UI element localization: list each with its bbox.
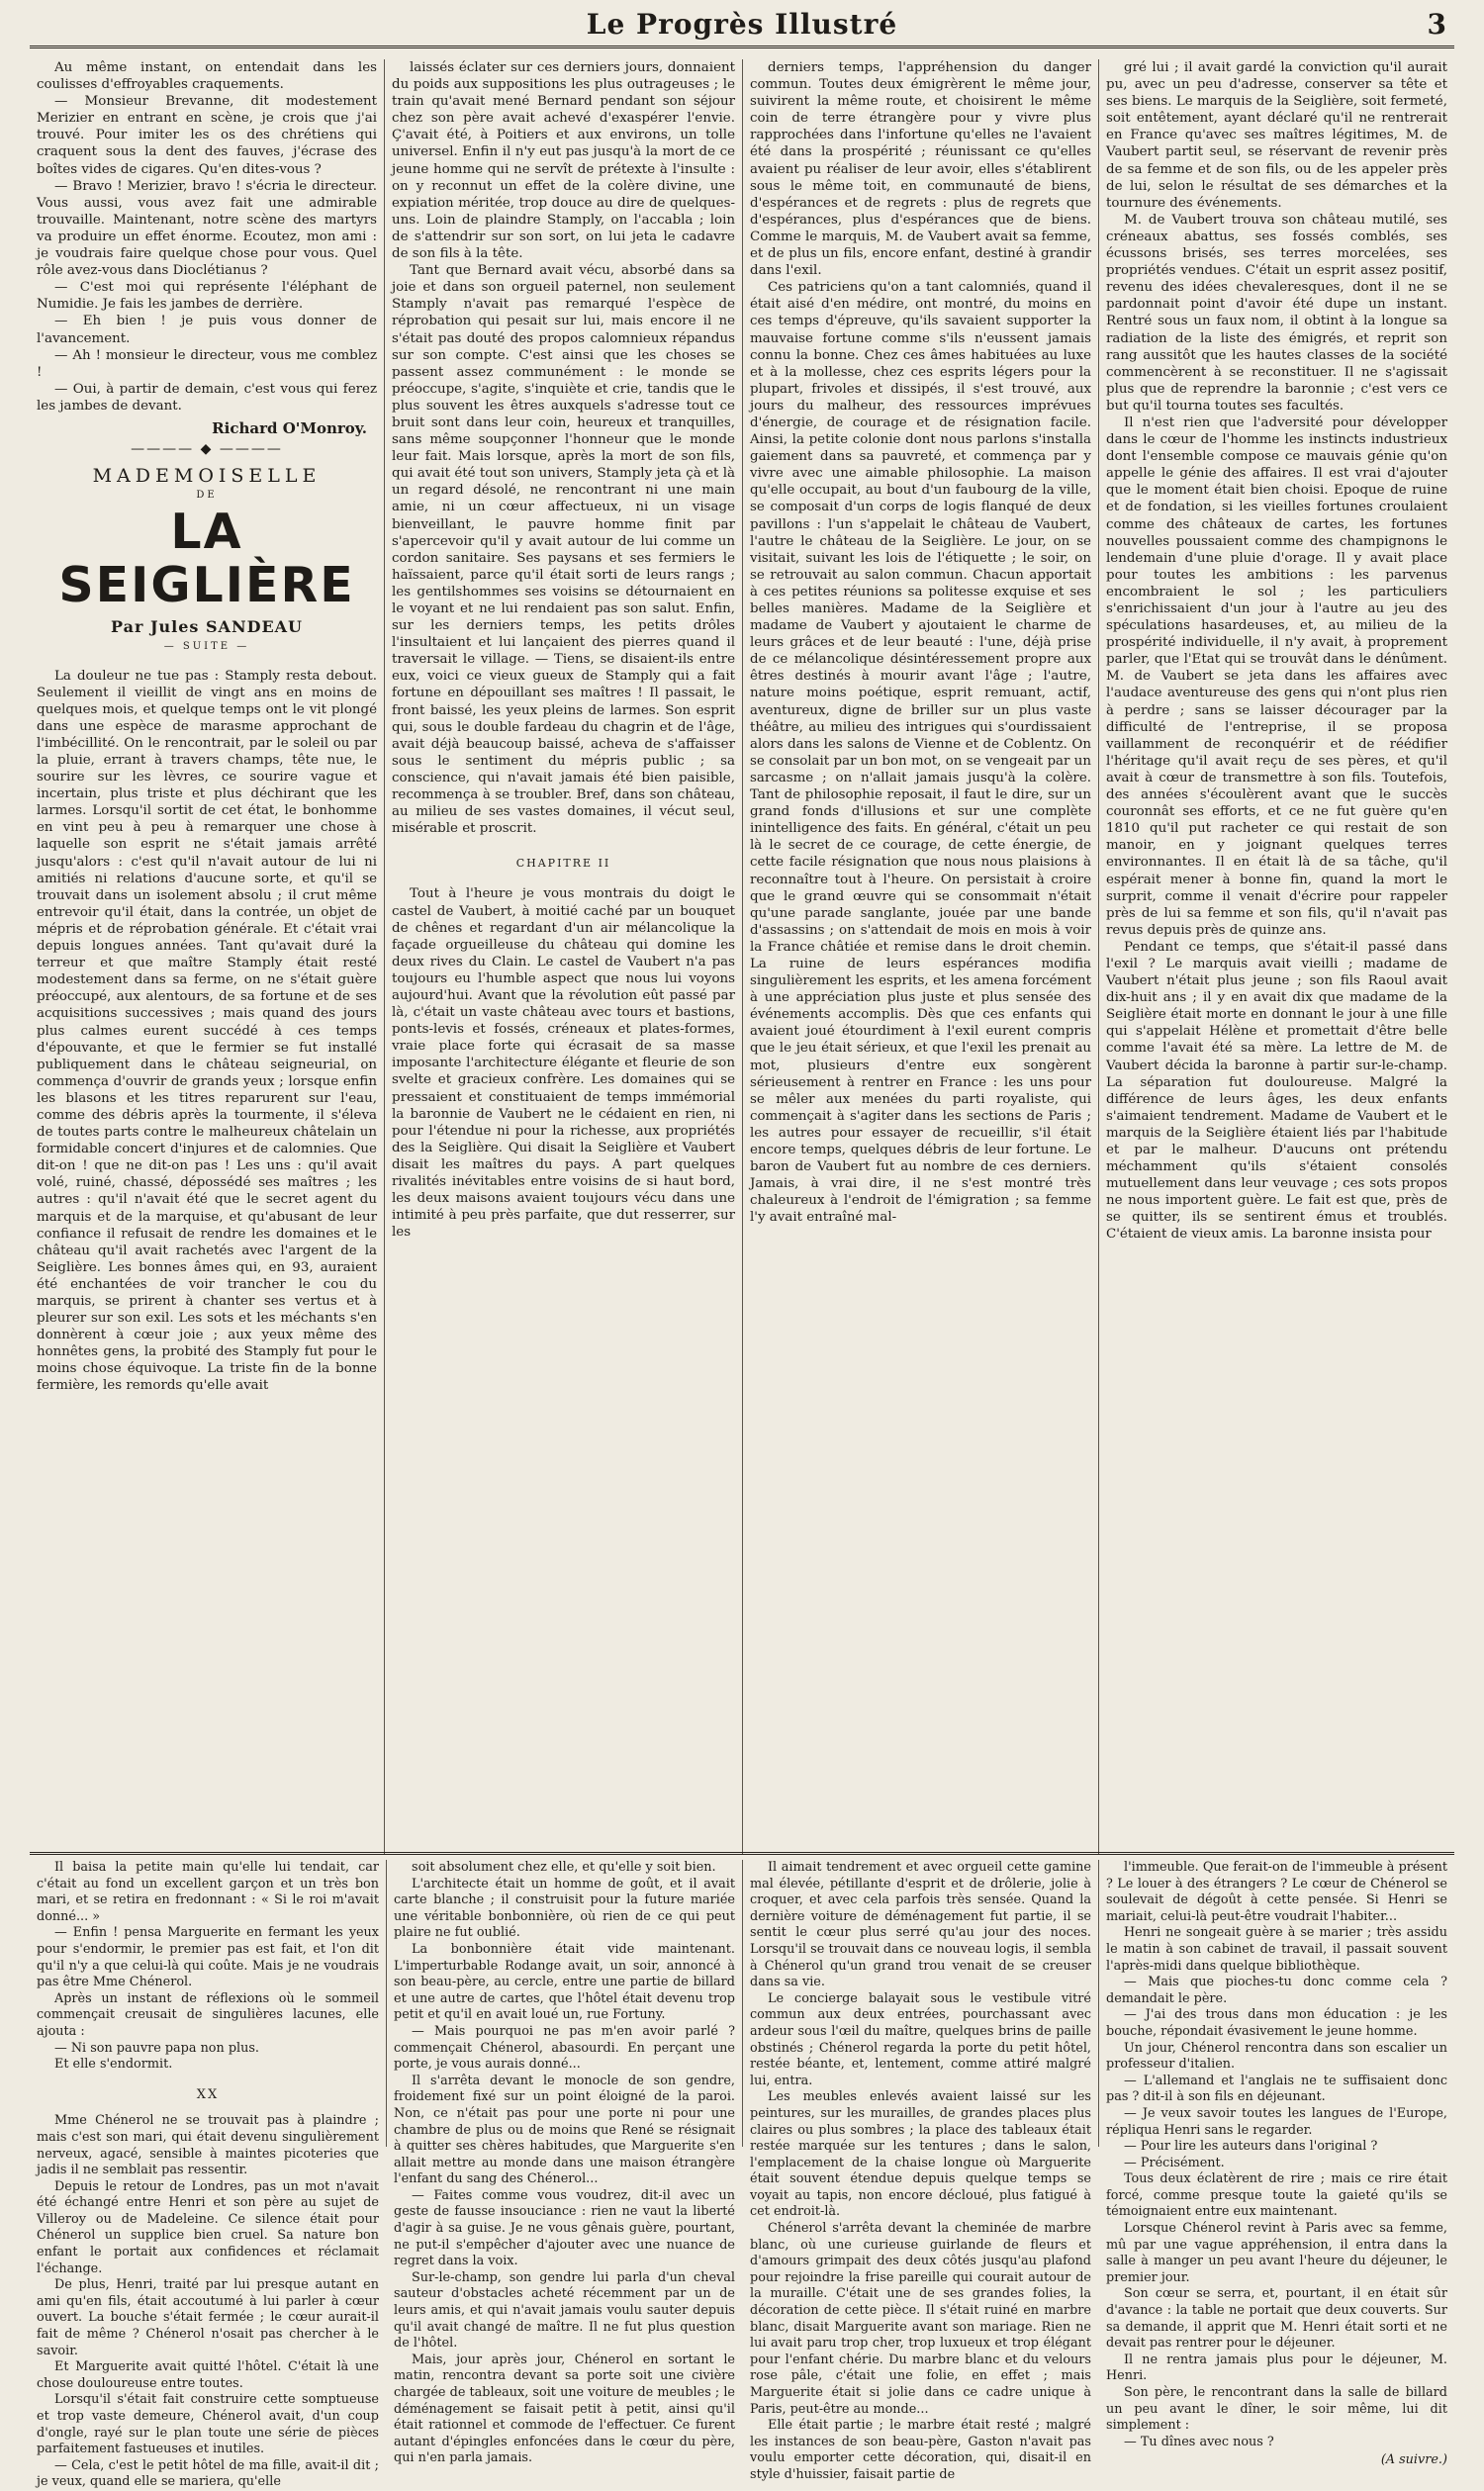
bottom-column-1 (30, 1860, 386, 2490)
signature: Richard O'Monroy. (212, 418, 367, 437)
paragraph: — Enfin ! pensa Marguerite en fermant les yeux pour s'endormir, le premier pas est fait, et l'on dit qu'il n'y a que celui-là qui coûte. Mais je ne voudrais pas être Mme Chénerol. (37, 1925, 379, 1990)
paragraph: Ces patriciens qu'on a tant calomniés, quand il était aisé d'en médire, ont montré, du moins en ces temps d'épreuve, qu'ils savaient supporter la mauvaise fortune comme s'ils n'eussent jamais connu la bonne. Chez ces âmes habituées au luxe et à la mollesse, chez ces esprits légers pour la plupart, frivoles et dissipés, il s'est trouvé, aux jours du malheur, des ressources imprévues d'énergie, de courage et de résignation facile. Ainsi, la petite colonie dont nous parlons s'installa gaiement dans sa pauvreté, et commença par y vivre avec une aimable philosophie. La maison qu'elle occupait, au bout d'un faubourg de la ville, se composait d'un corps de logis flanqué de deux pavillons : l'un s'appelait le château de Vaubert, l'autre le château de la Seiglière. Le jour, on se visitait, suivant les lois de l'étiquette ; le soir, on se retrouvait au salon commun. Chacun apportait à ces petites réunions sa politesse exquise et ses belles manières. Madame de la Seiglière et madame de Vaubert y ajoutaient le charme de leurs grâces et de leur beauté : l'une, déjà prise de ce mélancolique désintéressement propre aux êtres destinés à mourir avant l'âge ; l'autre, nature moins poétique, esprit remuant, actif, aventureux, digne de briller sur un plus vaste théâtre, au milieu des intrigues qui s'ourdissaient alors dans les salons de Vienne et de Coblentz. On se consolait par un bon mot, on se vengeait par un sarcasme ; on n'allait jamais jusqu'à la colère. Tant de philosophie reposait, il faut le dire, sur un grand fonds d'illusions et sur une complète inintelligence des faits. En général, c'était un peu là le secret de ce courage, de cette énergie, de cette facile résignation que nous nous plaisions à reconnaître tout à l'heure. On persistait à croire que le grand œuvre qui se consommait n'était qu'une parade sanglante, jouée par une bande d'assassins ; on s'attendait de mois en mois à voir la France châtiée et remise dans le droit chemin. La ruine de leurs espérances modifia singulièrement les esprits, et les amena forcément à une appréciation plus juste et plus sensée des événements accomplis. Dès que ces enfants qui avaient joué étourdiment à l'exil eurent compris que le jeu était sérieux, et que l'exil les prenait au mot, plusieurs d'entre eux songèrent sérieusement à rentrer en France : les uns pour se mêler aux menées du parti royaliste, qui commençait à s'agiter dans les sections de Paris ; les autres pour essayer de recueillir, s'il était encore temps, quelques débris de leur fortune. Le baron de Vaubert fut au nombre de ces derniers. Jamais, à vrai dire, il ne s'est montré très chaleureux à l'endroit de l'émigration ; sa femme l'y avait entraîné mal- (750, 280, 1091, 1226)
paragraph: — Ah ! monsieur le directeur, vous me comblez ! (37, 347, 377, 380)
feuilleton-author: Par Jules SANDEAU (110, 617, 304, 637)
story-ending (37, 59, 377, 415)
paragraph: — Je veux savoir toutes les langues de l'Europe, répliqua Henri sans le regarder. (1106, 2105, 1447, 2138)
paragraph: — Pour lire les auteurs dans l'original ? (1124, 2139, 1378, 2155)
paragraph: — Cela, c'est le petit hôtel de ma fille, avait-il dit ; je veux, quand elle se mariera, qu'elle (37, 2457, 379, 2490)
paragraph: — Bravo ! Merizier, bravo ! s'écria le directeur. Vous aussi, vous avez fait une admirable trouvaille. Maintenant, notre scène des martyrs va produire un effet énorme. Ecoutez, mon ami : je voudrais faire quelque chose pour vous. Quel rôle avez-vous dans Dioclétianus ? (37, 178, 377, 279)
paragraph: — Eh bien ! je puis vous donner de l'avancement. (37, 314, 377, 346)
paragraph: Henri ne songeait guère à se marier ; très assidu le matin à son cabinet de travail, il passait souvent l'après-midi dans quelque bibliothèque. (1106, 1925, 1447, 1974)
paragraph: Le concierge balayait sous le vestibule vitré commun aux deux entrées, pourchassant avec ardeur sous l'œil du maître, quelques brins de paille obstinés ; Chénerol regarda la porte du petit hôtel, restée béante, et, lentement, comme attiré malgré lui, entra. (750, 1990, 1091, 2088)
paragraph: Il baisa la petite main qu'elle lui tendait, car c'était au fond un excellent garçon et un très bon mari, et se retira en fredonnant : « Si le roi m'avait donné... » (37, 1860, 379, 1924)
paragraph: Il n'est rien que l'adversité pour développer dans le cœur de l'homme les instincts industrieux dont l'ensemble compose ce mauvais génie qu'on appelle le génie des affaires. Il est vrai d'ajouter que le moment était bien choisi. Epoque de ruine et de fondation, si les vieilles fortunes croulaient comme des châteaux de cartes, les fortunes nouvelles poussaient comme des champignons le lendemain d'une pluie d'orage. Il y avait place pour toutes les ambitions : les parvenus encombraient le sol ; les particuliers s'enrichissaient d'un jour à l'autre au jeu des spéculations hasardeuses, et, au milieu de la prospérité individuelle, il n'y avait, à proprement parler, que l'Etat qui se trouvât dans le dénûment. M. de Vaubert se jeta dans les affaires avec l'audace aventureuse des gens qui n'ont plus rien à perdre ; sans se laisser décourager par la difficulté de l'entreprise, il se proposa vaillamment de reconquérir et de réédifier l'héritage qu'il avait reçu de ses pères, et qu'il avait à cœur de transmettre à son fils. Toutefois, des années s'écoulèrent avant que le succès couronnât ses efforts, et ce ne fut guère qu'en 1810 qu'il put racheter ce qui restait de son manoir, en y joignant quelques terres environnantes. Il en était là de sa tâche, qu'il espérait mener à bonne fin, quand la mort le surprit, comme il venait d'écrire pour rappeler près de lui sa femme et son fils, qu'il n'avait pas revus depuis près de quinze ans. (1106, 415, 1447, 938)
paragraph: — Faites comme vous voudrez, dit-il avec un geste de fausse insouciance : rien ne vaut la liberté d'agir à sa guise. Je ne vous gênais guère, pourtant, ne put-il s'empêcher d'ajouter avec une nuance de regret dans la voix. (394, 2187, 735, 2269)
bottom-column-3 (742, 1860, 1098, 2482)
paragraph: Tout à l'heure je vous montrais du doigt le castel de Vaubert, à moitié caché par un bouquet de chênes et regardant d'un air mélancolique la façade orgueilleuse du château qui domine les deux rives du Clain. Le castel de Vaubert n'a pas toujours eu l'humble aspect que nous lui voyons aujourd'hui. Avant que la révolution eût passé par là, c'était un vaste château avec tours et bastions, ponts-levis et fossés, créneaux et plates-formes, vraie place forte qui écrasait de sa masse imposante l'architecture élégante et fleurie de son svelte et gracieux confrère. Les domaines qui se pressaient et constituaient de temps immémorial la baronnie de Vaubert ne le cédaient en rien, ni pour l'étendue ni pour la richesse, aux propriétés des la Seiglière. Qui disait la Seiglière et Vaubert disait les maîtres du pays. A part quelques rivalités inévitables entre voisins de si haut bord, les deux maisons avaient toujours vécu dans une intimité à peu près parfaite, que dut resserrer, sur les (392, 886, 735, 1241)
section-divider (30, 1852, 1454, 1855)
paragraph: Et Marguerite avait quitté l'hôtel. C'était là une chose douloureuse entre toutes. (37, 2359, 379, 2391)
feuilleton-title: LA SEIGLIÈRE (58, 504, 355, 614)
feuilleton-de: DE (196, 490, 218, 502)
bottom-column-2 (386, 1860, 742, 2466)
paragraph: Et elle s'endormit. (54, 2057, 173, 2073)
paragraph: De plus, Henri, traité par lui presque autant en ami qu'en fils, était accoutumé à lui parler à cœur ouvert. La bouche s'était fermée ; le cœur aurait-il fait de même ? Chénerol n'osait pas chercher à le savoir. (37, 2277, 379, 2358)
column-3 (742, 59, 1098, 1855)
bottom-feuilleton (30, 1860, 1454, 2490)
paragraph: Lorsque Chénerol revint à Paris avec sa femme, mû par une vague appréhension, il entra dans la salle à manger un peu avant l'heure du déjeuner, le premier jour. (1106, 2221, 1447, 2285)
paragraph: Mais, jour après jour, Chénerol en sortant le matin, rencontra devant sa porte soit une civière chargée de tableaux, soit une voiture de meubles ; le déménagement se faisait petit à petit, ainsi qu'il était rationnel et commode de l'effectuer. Ce furent autant d'épingles enfoncées dans le cœur du père, qui n'en parla jamais. (394, 2352, 735, 2466)
paragraph: — Tu dînes avec nous ? (1124, 2434, 1274, 2449)
paragraph: Il ne rentra jamais plus pour le déjeuner, M. Henri. (1106, 2352, 1447, 2384)
column-2 (384, 59, 742, 1855)
paragraph: — Monsieur Brevanne, dit modestement Merizier en entrant en scène, je crois que j'ai trouvé. Pour imiter les os des chrétiens qui craquent sous la dent des fauves, j'écrase des boîtes vides de cigares. Qu'en dites-vous ? (37, 94, 377, 177)
paragraph: Son père, le rencontrant dans la salle de billard un peu avant le dîner, le soir même, lui dit simplement : (1106, 2385, 1447, 2434)
paragraph: — Mais que pioches-tu donc comme cela ? demandait le père. (1106, 1975, 1447, 2006)
paragraph: L'architecte était un homme de goût, et il avait carte blanche ; il construisit pour la future mariée une véritable bonbonnière, où rien de ce qui peut plaire ne fut oublié. (394, 1876, 735, 1941)
feuilleton-pretitle: MADEMOISELLE (92, 465, 322, 488)
paragraph: Elle était partie ; le marbre était resté ; malgré les instances de son beau-père, Gaston n'avait pas voulu emporter cette décoration, qui, disait-il en style d'huissier, faisait partie de (750, 2418, 1091, 2482)
paragraph: Sur-le-champ, son gendre lui parla d'un cheval sauteur d'obstacles acheté récemment par un de leurs amis, et qui n'avait jamais voulu sauter depuis qu'il avait changé de maître. Il ne fut plus question de l'hôtel. (394, 2269, 735, 2352)
chapter-heading: CHAPITRE II (515, 857, 611, 871)
paragraph: Un jour, Chénerol rencontra dans son escalier un professeur d'italien. (1106, 2040, 1447, 2073)
paragraph: La douleur ne tue pas : Stamply resta debout. Seulement il vieillit de vingt ans en moins de quelques mois, et quelque temps ont le vit plongé dans une espèce de marasme approchant de l'imbécillité. On le rencontrait, par le soleil ou par la pluie, errant à travers champs, tête nue, le sourire sur les lèvres, ce sourire vague et incertain, plus triste et plus déchirant que les larmes. Lorsqu'il sortit de cet état, le bonhomme en vint peu à peu à remarquer une chose à laquelle son esprit ne s'était jamais arrêté jusqu'alors : c'est qu'il n'avait autour de lui ni amitiés ni relations d'aucune sorte, et qu'il se trouvait dans un isolement absolu ; il crut même entrevoir qu'il était, dans la contrée, un objet de mépris et de réprobation générale. Et c'était vrai depuis longues années. Tant qu'avait duré la terreur et que maître Stamply était resté modestement dans sa ferme, on ne s'était guère préoccupé, aux alentours, de sa fortune et de ses acquisitions successives ; mais quand des jours plus calmes eurent succédé à ces temps d'épouvante, et que le fermier se fut installé publiquement dans le château seigneurial, on commença d'ouvrir de grands yeux ; lorsque enfin les blasons et les titres reparurent sur l'eau, comme des débris après la tourmente, il s'éleva de toutes parts contre le malheureux châtelain un formidable concert d'injures et de calomnies. Que dit-on ! que ne dit-on pas ! Les uns : qu'il avait volé, ruiné, chassé, dépossédé ses maîtres ; les autres : qu'il n'avait été que le secret agent du marquis et de la marquise, et qu'abusant de leur confiance il refusait de rendre les domaines et le château qu'il avait rachetés avec l'argent de la Seiglière. Les bonnes âmes qui, en 93, auraient été enchantées de voir trancher le cou du marquis, se prirent à chanter ses vertus et à pleurer sur son exil. Les sots et les méchants s'en donnèrent à cœur joie ; aux yeux même des honnêtes gens, la probité des Stamply fut pour le moins chose équivoque. La triste fin de la bonne fermière, les remords qu'elle avait (37, 668, 377, 1394)
paragraph: — L'allemand et l'anglais ne te suffisaient donc pas ? dit-il à son fils en déjeunant. (1106, 2073, 1447, 2105)
paragraph: — C'est moi qui représente l'éléphant de Numidie. Je fais les jambes de derrière. (37, 280, 377, 313)
paragraph: Au même instant, on entendait dans les coulisses d'effroyables craquements. (37, 60, 377, 93)
paragraph: M. de Vaubert trouva son château mutilé, ses créneaux abattus, ses fossés comblés, ses écussons brisés, ses terres morcelées, ses propriétés vendues. C'était un esprit assez positif, revenu des idées chevaleresques, dont il ne se pardonnait point d'avoir été dupe un instant. Rentré sous un faux nom, il obtint à la longue sa radiation de la liste des émigrés, et reprit son rang aussitôt que les hautes classes de la société commencèrent à se reconstituer. Il ne s'agissait plus que de reprendre la baronnie ; c'est vers ce but qu'il tourna toutes ses facultés. (1106, 212, 1447, 414)
column-4 (1098, 59, 1454, 1855)
paragraph: — Précisément. (1124, 2155, 1225, 2170)
paragraph: Lorsqu'il s'était fait construire cette somptueuse et trop vaste demeure, Chénerol avait, d'un coup d'ongle, rayé sur le plan toute une série de pièces parfaitement fastueuses et inutiles. (37, 2392, 379, 2457)
feuilleton-header (37, 465, 377, 655)
paragraph: gré lui ; il avait gardé la conviction qu'il aurait pu, avec un peu d'adresse, conserver sa tête et ses biens. Le marquis de la Seiglière, soit fermeté, soit entêtement, ayant déclaré qu'il ne rentrerait en France qu'avec ses maîtres légitimes, M. de Vaubert partit seul, se réservant de revenir près de sa femme et de son fils, ou de les appeler près de lui, selon le résultat de ses démarches et la tournure des événements. (1106, 60, 1447, 211)
paragraph: — Mais pourquoi ne pas m'en avoir parlé ? commençait Chénerol, abasourdi. En perçant une porte, je vous aurais donné... (394, 2023, 735, 2073)
bottom-column-4 (1098, 1860, 1454, 2468)
paragraph: La bonbonnière était vide maintenant. L'imperturbable Rodange avait, un soir, annoncé à son beau-père, au cercle, entre une partie de billard et une autre de cartes, que l'hôtel était devenu trop petit et qu'il en avait loué un, rue Fortuny. (394, 1941, 735, 2023)
paragraph: Après un instant de réflexions où le sommeil commençait creusait de singulières lacunes, elle ajouta : (37, 1990, 379, 2039)
paragraph: Depuis le retour de Londres, pas un mot n'avait été échangé entre Henri et son père au sujet de Villeroy ou de Madeleine. Ce silence était pour Chénerol un supplice bien cruel. Sa nature bon enfant le portait aux confidences et réclamait l'échange. (37, 2178, 379, 2276)
paragraph: — Ni son pauvre papa non plus. (54, 2040, 259, 2056)
ornament-divider: ———— ◆ ———— (131, 441, 283, 458)
column-1 (30, 59, 384, 1855)
paragraph: Tous deux éclatèrent de rire ; mais ce rire était forcé, comme presque toute la gaieté qu'ils se témoignaient entre eux maintenant. (1106, 2171, 1447, 2220)
paragraph: Son cœur se serra, et, pourtant, il en était sûr d'avance : la table ne portait que deux couverts. Sur sa demande, il apprit que M. Henri était sorti et ne devait pas rentrer pour le déjeuner. (1106, 2286, 1447, 2352)
page-number: 3 (1427, 8, 1446, 41)
masthead (30, 6, 1454, 48)
paragraph: Il aimait tendrement et avec orgueil cette gamine mal élevée, pétillante d'esprit et de drôlerie, jolie à croquer, et avec cela parfois très sensée. Quand la dernière voiture de déménagement fut partie, il se sentit le cœur plus serré qu'au jour des noces. Lorsqu'il se trouvait dans ce nouveau logis, il sembla à Chénerol qu'un grand trou venait de se creuser dans sa vie. (750, 1860, 1091, 1990)
paragraph: Les meubles enlevés avaient laissé sur les peintures, sur les murailles, de grandes places plus claires ou plus sombres ; la place des tableaux était restée marquée sur les tentures ; dans le salon, l'emplacement de la chaise longue où Marguerite était souvent étendue depuis quelque temps se voyait au tapis, non encore décloué, plus fatigué à cet endroit-là. (750, 2089, 1091, 2220)
newspaper-title: Le Progrès Illustré (586, 8, 898, 41)
paragraph: Pendant ce temps, que s'était-il passé dans l'exil ? Le marquis avait vieilli ; madame de Vaubert n'était plus jeune ; son fils Raoul avait dix-huit ans ; il y en avait dix que madame de la Seiglière était morte en donnant le jour à une fille qui s'appelait Hélène et promettait d'être belle comme l'avait été sa mère. La lettre de M. de Vaubert décida la baronne à partir sur-le-champ. La séparation fut douloureuse. Malgré la différence de leurs âges, les deux enfants s'aimaient tendrement. Madame de Vaubert et le marquis de la Seiglière étaient liés par l'habitude et par le malheur. D'aucuns ont prétendu méchamment qu'ils s'étaient consolés mutuellement dans leur veuvage ; ces sots propos ne nous importent guère. Le fait est que, près de se quitter, ils se sentirent émus et troublés. C'étaient de vieux amis. La baronne insista pour (1106, 939, 1447, 1243)
paragraph: — Oui, à partir de demain, c'est vous qui ferez les jambes de devant. (37, 381, 377, 414)
paragraph: derniers temps, l'appréhension du danger commun. Toutes deux émigrèrent le même jour, suivirent la même route, et choisirent le même coin de terre étrangère pour y vivre plus rapprochées dans l'infortune qu'elles ne l'avaient été dans la prospérité ; réunissant ce qu'elles avaient pu réaliser de leur avoir, elles s'établirent sous le même toit, en communauté de biens, d'espérances et de regrets : plus de regrets que d'espérances, plus d'espérances que de biens. Comme le marquis, M. de Vaubert avait sa femme, et de plus un fils, encore enfant, destiné à grandir dans l'exil. (750, 60, 1091, 279)
to-be-continued: (A suivre.) (1380, 2452, 1447, 2468)
top-columns (30, 59, 1454, 1855)
paragraph: Il s'arrêta devant le monocle de son gendre, froidement fixé sur un point éloigné de la paroi. Non, ce n'était pas pour une porte ni pour une chambre de plus ou de moins que René se résignait à quitter ses chères habitudes, que Marguerite s'en allait mettre au monde dans une maison étrangère l'enfant du sang des Chénerol... (394, 2073, 735, 2187)
paragraph: — J'ai des trous dans mon éducation : je les bouche, répondait évasivement le jeune homme. (1106, 2007, 1447, 2039)
paragraph: laissés éclater sur ces derniers jours, donnaient du poids aux suppositions les plus outrageuses ; le train qu'avait mené Bernard pendant son séjour chez son père avait achevé d'exaspérer l'envie. Ç'avait été, à Poitiers et aux environs, un tolle universel. Enfin il n'y eut pas jusqu'à la mort de ce jeune homme qui ne servît de prétexte à l'insulte : on y reconnut un effet de la colère divine, une expiation méritée, trop douce au dire de quelques-uns. Loin de plaindre Stamply, on l'accabla ; loin de s'attendrir sur son sort, on lui jeta le cadavre de son fils à la tête. (392, 60, 735, 262)
paragraph: Tant que Bernard avait vécu, absorbé dans sa joie et dans son orgueil paternel, non seulement Stamply n'avait pas remarqué l'espèce de réprobation qui pesait sur lui, mais encore il ne s'était pas douté des propos calomnieux répandus sur son compte. C'est ainsi que les choses se passent assez communément : le monde se préoccupe, s'agite, s'inquiète et crie, tandis que le plus souvent les êtres auxquels s'adresse tout ce bruit sont dans leur coin, heureux et tranquilles, sans même soupçonner l'honneur que le monde leur fait. Mais lorsque, après la mort de son fils, qui avait été tout son univers, Stamply jeta çà et là un regard désolé, ne rencontrant ni une main amie, ni un cœur affectueux, ni un visage bienveillant, le pauvre homme finit par s'apercevoir qu'il y avait autour de lui comme un cordon sanitaire. Ses paysans et ses fermiers le haïssaient, parce qu'il était sorti de leurs rangs ; les gentilshommes ses voisins se détournaient en le voyant et ne lui rendaient pas son salut. Enfin, sur les derniers temps, les petits drôles l'insultaient et lui lançaient des pierres quand il traversait le village. — Tiens, se disaient-ils entre eux, voici ce vieux gueux de Stamply qui a fait fortune en dépouillant ses maîtres ! Il passait, le front baissé, les yeux pleins de larmes. Son esprit qui, sous le double fardeau du chagrin et de l'âge, avait déjà beaucoup baissé, acheva de s'affaisser sous le sentiment du mépris public ; sa conscience, qui n'avait jamais été bien paisible, recommença à se troubler. Bref, dans son château, au milieu de ses vastes domaines, il vécut seul, misérable et proscrit. (392, 263, 735, 837)
paragraph: Chénerol s'arrêta devant la cheminée de marbre blanc, où une curieuse guirlande de fleurs et d'amours grimpait des deux côtés jusqu'au plafond pour rejoindre la frise pareille qui courait autour de la muraille. C'était une de ses grandes folies, la décoration de cette pièce. Il s'était ruiné en marbre blanc, disait Marguerite avant son mariage. Rien ne lui avait paru trop cher, trop luxueux et trop élégant pour l'enfant chérie. Du marbre blanc et du velours rose pâle, c'était une folie, en effet ; mais Marguerite était si jolie dans ce cadre unique à Paris, peut-être au monde... (750, 2221, 1091, 2417)
paragraph: l'immeuble. Que ferait-on de l'immeuble à présent ? Le louer à des étrangers ? Le cœur de Chénerol se soulevait de dégoût à cette pensée. Si Henri se mariait, celui-là peut-être voudrait l'habiter... (1106, 1860, 1447, 1924)
feuilleton-suite: — SUITE — (163, 641, 250, 653)
chapter-heading: XX (196, 2086, 220, 2102)
paragraph: soit absolument chez elle, et qu'elle y soit bien. (412, 1860, 716, 1875)
paragraph: Mme Chénerol ne se trouvait pas à plaindre ; mais c'est son mari, qui était devenu singulièrement nerveux, agacé, sensible à maintes picoteries que jadis il ne semblait pas ressentir. (37, 2113, 379, 2178)
